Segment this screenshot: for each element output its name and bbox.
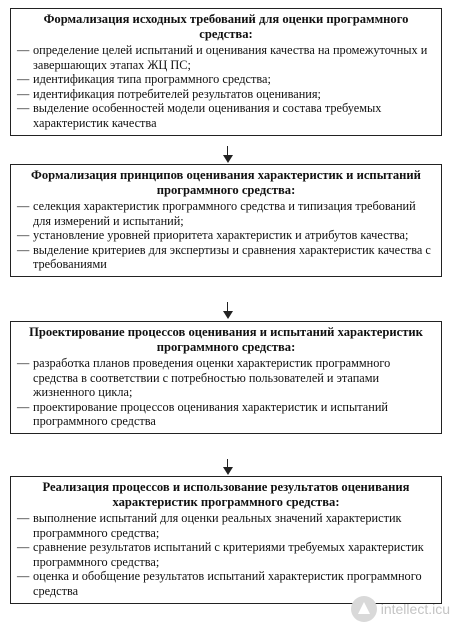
list-item [17, 243, 435, 272]
arrow-down-icon [223, 146, 233, 163]
dash: — [17, 43, 30, 57]
list-item [17, 101, 435, 130]
item-text: определение целей испытаний и оценивания качества на промежуточных и завершающих этапах ЖЦ ПС; [33, 43, 428, 72]
list-item [17, 228, 435, 243]
item-list [17, 356, 435, 429]
arrow-down-icon [223, 459, 233, 475]
item-text: выделение особенностей модели оценивания и состава требуемых характеристик качества [33, 101, 382, 130]
item-text: сравнение результатов испытаний с критериями требуемых характеристик программного средства; [33, 540, 424, 569]
arrow-down-icon [223, 302, 233, 319]
item-text: разработка планов проведения оценки характеристик программного средства в соответствии с потребностью пользователей и этапами жизненного цикла; [33, 356, 391, 400]
item-list [17, 511, 435, 599]
dash: — [17, 228, 30, 243]
item-text: установление уровней приоритета характеристик и атрибутов качества; [33, 228, 409, 243]
item-text: выделение критериев для экспертизы и сравнения характеристик качества с требованиями [33, 242, 431, 272]
dash: — [17, 540, 30, 555]
item-list [17, 43, 435, 131]
box-implementation [10, 476, 442, 604]
list-item [17, 72, 435, 87]
box-title: Формализация исходных требований для оценки программного средства: [43, 12, 409, 41]
dash: — [17, 86, 30, 101]
dash: — [17, 569, 30, 584]
list-item [17, 43, 435, 72]
list-item [17, 199, 435, 228]
list-item [17, 400, 435, 429]
watermark [351, 596, 450, 622]
item-text: селекция характеристик программного средства и типизация требований для измерений и испытаний; [33, 199, 416, 228]
item-text: оценка и обобщение результатов испытаний характеристик программного средства [33, 569, 422, 598]
list-item [17, 356, 435, 400]
dash: — [17, 242, 30, 257]
dash: — [17, 511, 30, 525]
dash: — [17, 101, 30, 116]
watermark-text: intellect.icu [380, 601, 450, 617]
box-title: Реализация процессов и использование результатов оценивания характеристик программного средства: [42, 480, 410, 509]
box-formalization-requirements [10, 8, 442, 136]
list-item [17, 540, 435, 569]
list-item [17, 569, 435, 598]
box-title: Проектирование процессов оценивания и испытаний характеристик программного средства: [29, 325, 423, 354]
box-formalization-principles [10, 164, 442, 277]
list-item [17, 87, 435, 102]
item-text: выполнение испытаний для оценки реальных значений характеристик программного средства; [33, 511, 402, 540]
watermark-logo-icon [351, 596, 377, 622]
item-list [17, 199, 435, 272]
item-text: идентификация потребителей результатов оценивания; [33, 86, 321, 101]
list-item [17, 511, 435, 540]
box-process-design [10, 321, 442, 434]
dash: — [17, 199, 30, 213]
dash: — [17, 356, 30, 370]
box-title: Формализация принципов оценивания характеристик и испытаний программного средства: [31, 168, 421, 197]
dash: — [17, 72, 30, 87]
item-text: проектирование процессов оценивания характеристик и испытаний программного средства [33, 399, 389, 429]
item-text: идентификация типа программного средства; [33, 72, 271, 87]
dash: — [17, 399, 30, 414]
